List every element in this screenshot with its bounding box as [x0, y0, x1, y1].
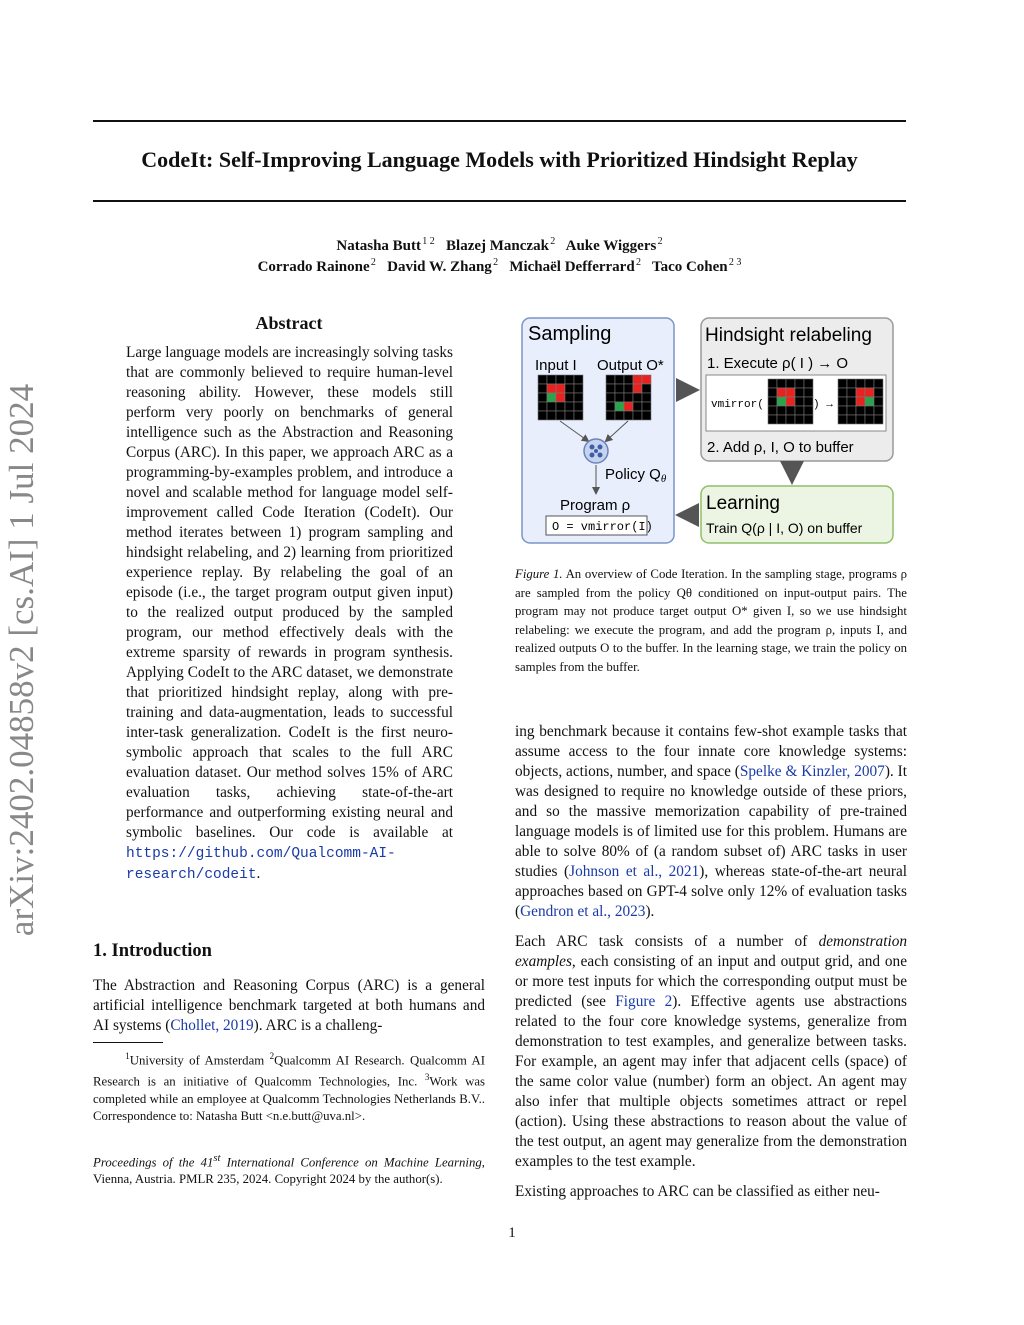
grid-cell	[633, 384, 642, 393]
grid-cell	[865, 406, 874, 415]
grid-cell	[768, 388, 777, 397]
author: Natasha Butt	[336, 238, 422, 254]
grid-cell	[565, 384, 574, 393]
proceedings-ordinal: st	[213, 1153, 221, 1164]
grid-cell	[565, 411, 574, 420]
affiliation-footnote	[93, 1048, 485, 1125]
grid-cell	[642, 375, 651, 384]
grid-cell	[615, 384, 624, 393]
grid-cell	[538, 393, 547, 402]
sampling-title: Sampling	[528, 323, 612, 345]
grid-cell	[565, 393, 574, 402]
author: Blazej Manczak	[446, 238, 549, 254]
citation-link[interactable]: Gendron et al., 2023	[520, 903, 646, 920]
step-1-label: 1. Execute ρ( I ) → O	[707, 355, 849, 372]
grid-cell	[556, 393, 565, 402]
body-text: ing benchmark because it contains few-shot example tasks that assume access to the four innate core knowledge systems: objects, actions, number, and space (	[515, 723, 907, 780]
grid-cell	[847, 397, 856, 406]
grid-cell	[633, 375, 642, 384]
grid-cell	[856, 415, 865, 424]
right-paragraph-2	[515, 932, 907, 1172]
grid-cell	[606, 402, 615, 411]
code-link[interactable]: https://github.com/Qualcomm-AI-research/codeit	[126, 846, 396, 883]
footnote-text: Qualcomm AI Research. Qualcomm AI Research is an initiative of Qualcomm Technologies, Inc.	[93, 1053, 485, 1089]
author-affiliation: 2	[635, 257, 641, 268]
author: Taco Cohen	[651, 259, 728, 275]
grid-cell	[768, 406, 777, 415]
author-affiliation: 2	[370, 257, 376, 268]
figure-link[interactable]: Figure 2	[615, 993, 673, 1010]
grid-cell	[624, 375, 633, 384]
grid-cell	[777, 406, 786, 415]
grid-cell	[795, 406, 804, 415]
grid-cell	[795, 415, 804, 424]
proceedings-number: 41	[200, 1155, 214, 1170]
footnote-mark: 2	[269, 1051, 275, 1061]
footnote-mark: 3	[424, 1072, 430, 1083]
grid-cell	[856, 379, 865, 388]
intro-text: ). ARC is a challeng-	[253, 1017, 383, 1034]
input-grid	[538, 375, 583, 420]
author-affiliation: 1 2	[422, 236, 435, 247]
caption-text: An overview of Code Iteration. In the sampling stage, programs ρ are sampled from the policy Qθ conditioned on input-output pairs. The program may not produce target output O* given I, so we use hindsight relabeling: we execute the program, and add the program ρ, inputs I, and realized outputs O to the buffer. In the learning stage, we train the policy on samples from the buffer.	[515, 567, 907, 674]
grid-cell	[865, 397, 874, 406]
footnote-text: University of Amsterdam	[129, 1053, 270, 1068]
grid-cell	[874, 415, 883, 424]
grid-cell	[856, 406, 865, 415]
top-rule	[93, 120, 906, 122]
grid-cell	[786, 379, 795, 388]
grid-cell	[642, 384, 651, 393]
grid-cell	[642, 402, 651, 411]
train-label: Train Q(ρ | I, O) on buffer	[706, 520, 863, 536]
grid-cell	[547, 393, 556, 402]
grid-cell	[556, 402, 565, 411]
grid-cell	[838, 388, 847, 397]
proceedings-conference: International Conference on Machine Learning	[220, 1155, 482, 1170]
grid-cell	[642, 411, 651, 420]
paper-title: CodeIt: Self-Improving Language Models with Prioritized Hindsight Replay	[141, 147, 858, 172]
caption-label: Figure 1.	[515, 567, 563, 581]
grid-cell	[795, 379, 804, 388]
program-code: O = vmirror(I)	[552, 520, 653, 534]
code-call: vmirror(	[711, 399, 764, 411]
author: Auke Wiggers	[565, 238, 657, 254]
section-heading-introduction: 1. Introduction	[93, 941, 212, 961]
grid-cell	[838, 406, 847, 415]
grid-cell	[874, 379, 883, 388]
footnote-rule	[93, 1042, 163, 1043]
author-affiliation: 2 3	[728, 257, 742, 268]
grid-cell	[633, 402, 642, 411]
grid-cell	[547, 384, 556, 393]
grid-cell	[777, 379, 786, 388]
citation-link[interactable]: Johnson et al., 2021	[569, 863, 700, 880]
author: Michaël Defferrard	[509, 259, 635, 275]
abstract-end: .	[256, 865, 261, 882]
figure-1-caption	[515, 565, 907, 676]
grid-cell	[547, 411, 556, 420]
grid-cell	[804, 415, 813, 424]
grid-cell	[624, 393, 633, 402]
input-label: Input I	[535, 357, 577, 374]
grid-cell	[538, 402, 547, 411]
grid-cell	[786, 406, 795, 415]
author: David W. Zhang	[387, 259, 492, 275]
grid-cell	[768, 379, 777, 388]
grid-cell	[874, 406, 883, 415]
grid-cell	[838, 379, 847, 388]
authors-line-1	[93, 236, 906, 255]
grid-cell	[606, 411, 615, 420]
grid-cell	[556, 375, 565, 384]
output-target-grid	[606, 375, 651, 420]
grid-cell	[538, 411, 547, 420]
policy-label: Policy $Q_\theta$	[605, 466, 667, 485]
grid-cell	[874, 388, 883, 397]
grid-cell	[874, 397, 883, 406]
grid-cell	[615, 402, 624, 411]
grid-cell	[606, 393, 615, 402]
grid-cell	[768, 415, 777, 424]
grid-cell	[777, 415, 786, 424]
grid-cell	[633, 393, 642, 402]
citation-link[interactable]: Chollet, 2019	[170, 1017, 254, 1034]
grid-cell	[624, 384, 633, 393]
grid-cell	[865, 388, 874, 397]
execution-input-grid	[768, 379, 813, 424]
grid-cell	[565, 375, 574, 384]
arxiv-identifier: arXiv:2402.04858v2 [cs.AI] 1 Jul 2024	[2, 383, 41, 937]
citation-link[interactable]: Spelke & Kinzler, 2007	[739, 763, 885, 780]
footnote-mark: 1	[125, 1051, 130, 1061]
grid-cell	[574, 375, 583, 384]
grid-cell	[615, 375, 624, 384]
figure-1-diagram	[518, 313, 898, 548]
code-close: ) →	[813, 399, 833, 411]
body-text: ).	[645, 903, 655, 920]
grid-cell	[642, 393, 651, 402]
grid-cell	[777, 397, 786, 406]
grid-cell	[856, 397, 865, 406]
grid-cell	[804, 397, 813, 406]
grid-cell	[547, 375, 556, 384]
grid-cell	[847, 388, 856, 397]
grid-cell	[633, 411, 642, 420]
grid-cell	[606, 384, 615, 393]
step-2-label: 2. Add ρ, I, O to buffer	[707, 439, 854, 456]
realized-output-grid	[838, 379, 883, 424]
grid-cell	[804, 406, 813, 415]
grid-cell	[795, 388, 804, 397]
grid-cell	[804, 388, 813, 397]
emphasis: demonstration examples	[515, 933, 907, 970]
grid-cell	[795, 397, 804, 406]
abstract-body	[126, 343, 453, 885]
body-text: Each ARC task consists of a number of	[515, 933, 819, 950]
grid-cell	[606, 375, 615, 384]
abstract-heading: Abstract	[255, 313, 323, 333]
grid-cell	[556, 411, 565, 420]
grid-cell	[865, 415, 874, 424]
page-number: 1	[508, 1225, 516, 1241]
grid-cell	[538, 375, 547, 384]
proceedings-text: Proceedings of the	[93, 1155, 201, 1170]
grid-cell	[574, 393, 583, 402]
hindsight-title: Hindsight relabeling	[705, 325, 872, 346]
program-label: Program ρ	[560, 497, 631, 514]
grid-cell	[768, 397, 777, 406]
grid-cell	[556, 384, 565, 393]
grid-cell	[777, 388, 786, 397]
grid-cell	[574, 411, 583, 420]
intro-text: The Abstraction and Reasoning Corpus (ARC) is a general artificial intelligence benchmark targeted at both humans and AI systems (	[93, 977, 485, 1034]
authors-line-2	[93, 257, 906, 276]
introduction-paragraph	[93, 976, 485, 1036]
grid-cell	[847, 415, 856, 424]
grid-cell	[865, 379, 874, 388]
grid-cell	[538, 384, 547, 393]
right-paragraph-3	[515, 1182, 907, 1202]
grid-cell	[804, 379, 813, 388]
author: Corrado Rainone	[257, 259, 370, 275]
right-paragraph-1	[515, 722, 907, 922]
grid-cell	[547, 402, 556, 411]
author-affiliation: 2	[550, 236, 556, 247]
footnote-text: Work was completed while an employee at Qualcomm Technologies Netherlands B.V.. Correspondence to: Natasha Butt <n.e.butt@uva.nl>.	[93, 1074, 485, 1123]
grid-cell	[624, 411, 633, 420]
author-affiliation: 2	[493, 257, 499, 268]
abstract-text: Large language models are increasingly solving tasks that are commonly believed to require human-level reasoning ability. However, these models still perform very poorly on benchmarks of general intelligence such as the Abstraction and Reasoning Corpus (ARC). In this paper, we approach ARC as a programming-by-examples problem, and introduce a novel and scalable method for language model self-improvement called Code Iteration (CodeIt). Our method iterates between 1) program sampling and hindsight relabeling, and 2) learning from prioritized experience replay. By relabeling the goal of an episode (i.e., the target program output given input) to the realized output produced by the sampled program, our method effectively deals with the extreme sparsity of rewards in program synthesis. Applying CodeIt to the ARC dataset, we demonstrate that prioritized hindsight replay, along with pre-training and data-augmentation, leads to successful inter-task generalization. CodeIt is the first neuro-symbolic approach that scales to the full ARC evaluation dataset. Our method solves 15% of ARC evaluation tasks, achieving state-of-the-art performance and outperforming existing neural and symbolic baselines. Our code is available at	[126, 344, 453, 841]
grid-cell	[615, 411, 624, 420]
grid-cell	[565, 402, 574, 411]
output-label: Output O*	[597, 357, 664, 374]
grid-cell	[786, 397, 795, 406]
grid-cell	[615, 393, 624, 402]
body-text: Existing approaches to ARC can be classified as either neu-	[515, 1183, 880, 1200]
grid-cell	[838, 415, 847, 424]
grid-cell	[838, 397, 847, 406]
body-text: ), whereas state-of-the-art neural approaches based on GPT-4 solve only 12% of evaluation tasks (	[515, 863, 907, 920]
grid-cell	[574, 384, 583, 393]
title-bottom-rule	[93, 200, 906, 202]
grid-cell	[847, 379, 856, 388]
body-text: , each consisting of an input and output grid, and one or more test inputs for which the corresponding output must be predicted (see	[515, 953, 907, 1010]
proceedings-note	[93, 1150, 485, 1188]
author-affiliation: 2	[657, 236, 663, 247]
grid-cell	[624, 402, 633, 411]
grid-cell	[856, 388, 865, 397]
grid-cell	[786, 415, 795, 424]
grid-cell	[574, 402, 583, 411]
grid-cell	[786, 388, 795, 397]
learning-title: Learning	[706, 493, 780, 514]
proceedings-details: , Vienna, Austria. PMLR 235, 2024. Copyright 2024 by the author(s).	[93, 1155, 485, 1187]
grid-cell	[847, 406, 856, 415]
body-text: ). Effective agents use abstractions related to the four core knowledge systems, generalize from demonstration to test examples, and generalize between tasks. For example, an agent may infer that adjacent cells (space) of the same color value (number) form an object. An agent may also infer that multiple objects sometimes attract or repel (action). Using these abstractions to reason about the value of the test output, an agent may generalize from the demonstration examples to the test example.	[515, 993, 907, 1170]
body-text: ). It was designed to require no knowledge outside of these priors, and so the massive memorization capability of pre-trained language models is of limited use for this problem. Humans are able to solve 80% of (a random subset of) ARC tasks in user studies (	[515, 763, 907, 880]
